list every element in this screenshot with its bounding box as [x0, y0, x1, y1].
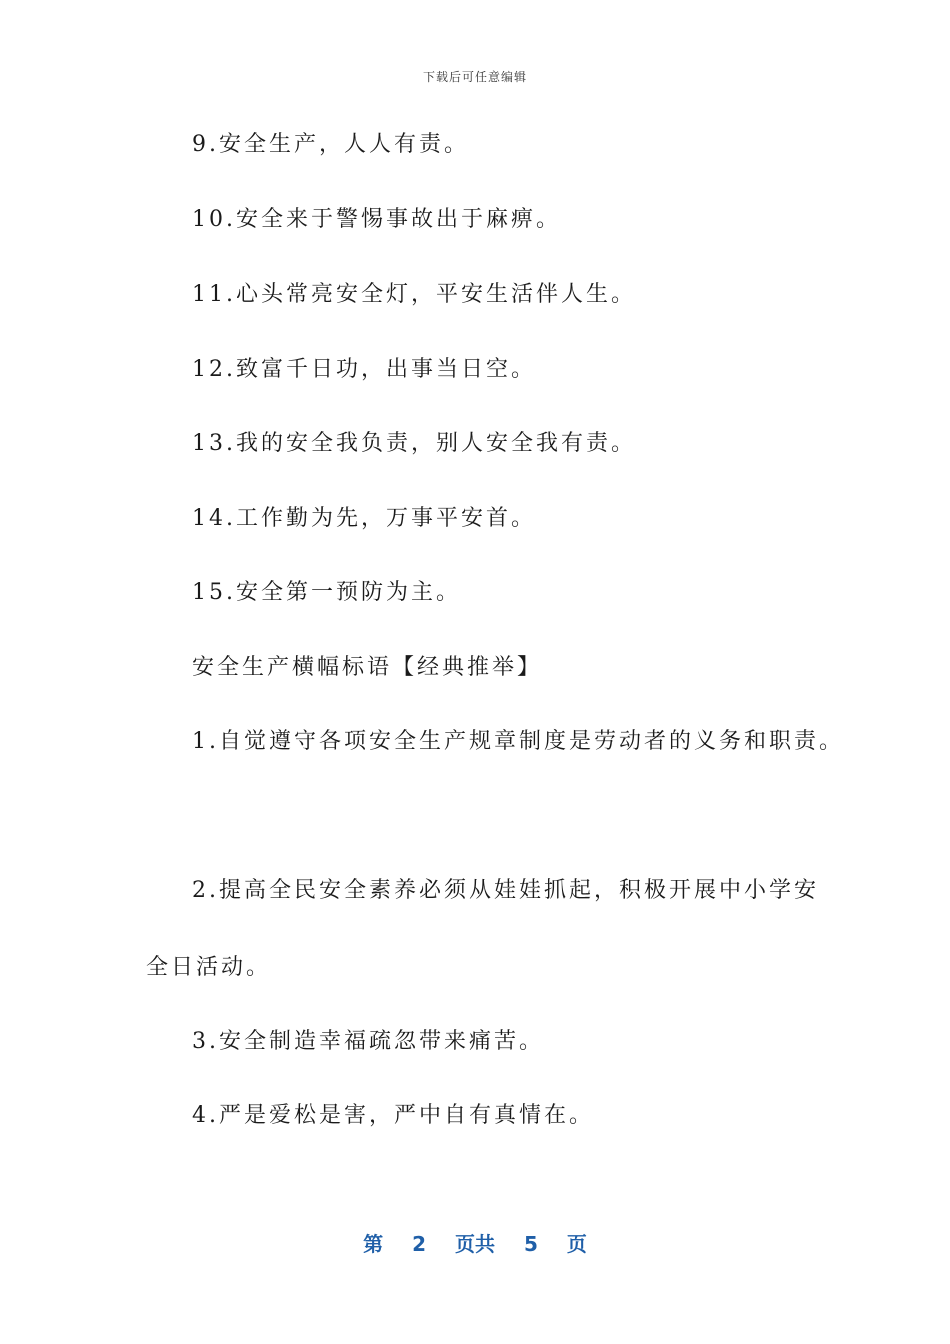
page-header-note: 下载后可任意编辑 [422, 70, 527, 84]
banner-slogan-item: 3.安全制造幸福疏忽带来痛苦。 [192, 1029, 544, 1054]
slogan-item: 15.安全第一预防为主。 [192, 580, 461, 605]
banner-slogan-item: 1.自觉遵守各项安全生产规章制度是劳动者的义务和职责。 [192, 729, 844, 754]
banner-slogan-item: 4.严是爱松是害，严中自有真情在。 [192, 1103, 594, 1128]
footer-total-pages: 5 [523, 1232, 538, 1256]
footer-prefix: 第 [363, 1232, 384, 1256]
footer-current-page: 2 [412, 1232, 427, 1256]
footer-middle: 页共 [455, 1232, 495, 1256]
banner-slogan-item: 2.提高全民安全素养必须从娃娃抓起，积极开展中小学安 [192, 878, 819, 903]
section-heading: 安全生产横幅标语【经典推举】 [192, 655, 543, 680]
slogan-item: 14.工作勤为先，万事平安首。 [192, 506, 536, 531]
footer-suffix: 页 [566, 1232, 587, 1256]
banner-slogan-continuation: 全日活动。 [146, 955, 272, 980]
slogan-item: 11.心头常亮安全灯，平安生活伴人生。 [192, 282, 636, 307]
slogan-item: 12.致富千日功，出事当日空。 [192, 357, 536, 382]
page-footer [0, 1228, 950, 1257]
slogan-item: 9.安全生产，人人有责。 [192, 132, 469, 157]
slogan-item: 10.安全来于警惕事故出于麻痹。 [192, 207, 561, 232]
slogan-item: 13.我的安全我负责，别人安全我有责。 [192, 431, 636, 456]
